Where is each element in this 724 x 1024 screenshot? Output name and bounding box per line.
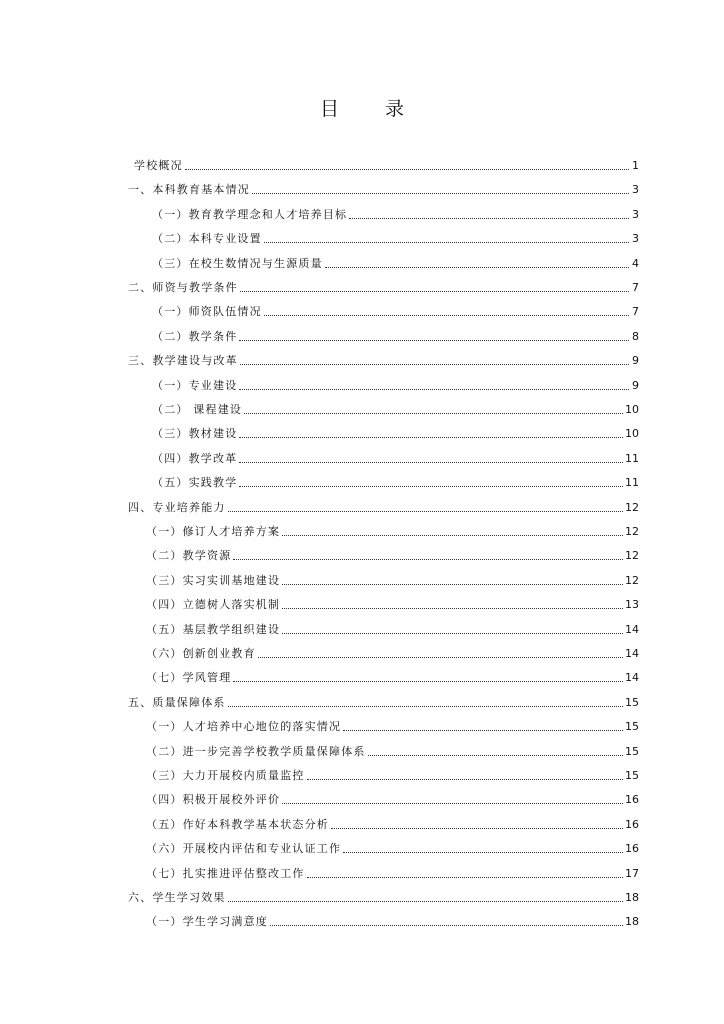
toc-dot-leader	[282, 584, 623, 585]
toc-entry-page-number: 16	[625, 793, 639, 807]
toc-entry-page-number: 15	[625, 769, 639, 782]
toc-entry	[152, 446, 639, 466]
toc-entry-page-number: 3	[632, 232, 639, 246]
toc-entry	[146, 543, 639, 563]
toc-entry-page-number: 4	[632, 256, 639, 270]
toc-dot-leader	[307, 877, 623, 878]
toc-entry	[152, 421, 639, 441]
toc-entry-page-number: 12	[625, 573, 639, 587]
toc-entry-label: （四）教学改革	[152, 451, 238, 465]
toc-dot-leader	[244, 413, 623, 414]
toc-entry	[146, 909, 639, 929]
toc-entry	[128, 348, 639, 368]
toc-dot-leader	[258, 657, 623, 658]
toc-dot-leader	[349, 218, 629, 219]
toc-dot-leader	[343, 730, 623, 731]
toc-entry-label: （一）师资队伍情况	[152, 305, 262, 319]
toc-entry-label: 学校概况	[134, 159, 183, 172]
toc-entry	[152, 397, 639, 417]
toc-entry-page-number: 14	[625, 647, 639, 660]
toc-entry-label: （四）积极开展校外评价	[146, 793, 281, 807]
toc-entry-page-number: 7	[632, 305, 639, 319]
toc-entry	[152, 324, 639, 344]
toc-entry	[146, 739, 639, 759]
toc-dot-leader	[185, 169, 629, 170]
toc-entry-label: （三）在校生数情况与生源质量	[152, 256, 323, 270]
toc-dot-leader	[233, 681, 623, 682]
toc-dot-leader	[228, 901, 623, 902]
toc-entry-page-number: 10	[625, 403, 639, 416]
toc-entry	[146, 617, 639, 637]
toc-dot-leader	[343, 852, 623, 853]
toc-entry	[146, 641, 639, 661]
toc-entry	[128, 495, 639, 515]
toc-entry-page-number: 8	[632, 329, 639, 343]
toc-entry	[128, 885, 639, 905]
toc-entry-page-number: 12	[625, 525, 639, 538]
toc-dot-leader	[239, 437, 623, 438]
toc-entry-label: （一）教育教学理念和人才培养目标	[152, 207, 348, 221]
page-title: 目 录	[319, 98, 425, 120]
toc-dot-leader	[282, 535, 623, 536]
toc-dot-leader	[325, 267, 629, 268]
toc-dot-leader	[240, 291, 629, 292]
toc-entry-label: （六）开展校内评估和专业认证工作	[146, 842, 342, 856]
toc-entry	[128, 690, 639, 710]
toc-entry	[146, 592, 639, 612]
toc-entry-page-number: 10	[625, 427, 639, 441]
toc-entry	[152, 470, 639, 490]
toc-entry-label: （二）进一步完善学校教学质量保障体系	[146, 744, 366, 758]
toc-entry-label: （二）教学条件	[152, 329, 238, 343]
toc-dot-leader	[331, 828, 623, 829]
toc-entry-label: 三、教学建设与改革	[128, 354, 238, 368]
toc-entry	[134, 153, 639, 173]
toc-entry-page-number: 15	[625, 695, 639, 709]
toc-entry-page-number: 15	[625, 720, 639, 734]
toc-entry-label: （七）学风管理	[146, 671, 232, 685]
toc-entry	[152, 373, 639, 393]
toc-entry-label: （六）创新创业教育	[146, 647, 256, 660]
toc-dot-leader	[252, 193, 629, 194]
toc-dot-leader	[264, 315, 629, 316]
toc-entry-label: （三）教材建设	[152, 427, 238, 441]
toc-entry	[152, 226, 639, 246]
toc-entry	[146, 763, 639, 783]
toc-entry-page-number: 9	[632, 354, 639, 368]
toc-entry	[146, 836, 639, 856]
toc-dot-leader	[270, 925, 623, 926]
toc-entry-page-number: 14	[625, 622, 639, 636]
toc-entry-label: （四）立德树人落实机制	[146, 598, 281, 612]
toc-dot-leader	[228, 511, 623, 512]
toc-dot-leader	[239, 486, 623, 487]
toc-dot-leader	[282, 608, 623, 609]
toc-entry-label: （一）人才培养中心地位的落实情况	[146, 720, 342, 734]
toc-entry	[146, 787, 639, 807]
toc-entry-page-number: 3	[632, 207, 639, 221]
toc-entry-label: （二）教学资源	[146, 549, 232, 563]
toc-entry-label: 五、质量保障体系	[128, 695, 226, 709]
toc-entry	[146, 861, 639, 881]
toc-dot-leader	[239, 462, 623, 463]
toc-entry-page-number: 7	[632, 281, 639, 294]
toc-entry-label: （三）实习实训基地建设	[146, 573, 281, 587]
toc-entry	[146, 714, 639, 734]
toc-entry-page-number: 18	[625, 915, 639, 929]
toc-entry-label: （五）作好本科教学基本状态分析	[146, 817, 329, 831]
toc-dot-leader	[307, 779, 623, 780]
toc-entry-label: （二） 课程建设	[152, 403, 243, 416]
toc-dot-leader	[240, 364, 629, 365]
toc-entry-label: （一）修订人才培养方案	[146, 525, 281, 538]
toc-entry-label: （二）本科专业设置	[152, 232, 262, 246]
toc-entry-page-number: 12	[625, 500, 639, 514]
toc-entry-label: （三）大力开展校内质量监控	[146, 769, 305, 782]
toc-entry-page-number: 9	[632, 378, 639, 392]
toc-entry-label: 一、本科教育基本情况	[128, 183, 250, 197]
toc-entry-page-number: 16	[625, 817, 639, 831]
toc-entry-page-number: 12	[625, 549, 639, 563]
toc-dot-leader	[264, 242, 629, 243]
toc-entry-page-number: 3	[632, 183, 639, 197]
toc-dot-leader	[228, 706, 623, 707]
toc-entry-page-number: 13	[625, 598, 639, 612]
toc-entry-label: （一）专业建设	[152, 378, 238, 392]
toc-entry	[152, 251, 639, 271]
toc-entry-label: 二、师资与教学条件	[128, 281, 238, 294]
toc-entry	[128, 177, 639, 197]
toc-entry	[152, 202, 639, 222]
toc-dot-leader	[282, 803, 623, 804]
toc-entry	[152, 299, 639, 319]
toc-entry	[146, 812, 639, 832]
toc-entry-page-number: 1	[632, 159, 639, 172]
toc-entry-page-number: 11	[625, 476, 639, 490]
toc-entry-page-number: 18	[625, 891, 639, 904]
toc-entry-page-number: 17	[625, 866, 639, 880]
toc-dot-leader	[282, 633, 623, 634]
toc-entry	[146, 519, 639, 539]
toc-dot-leader	[233, 559, 623, 560]
toc-entry	[146, 568, 639, 588]
toc-dot-leader	[239, 389, 629, 390]
toc-entry-label: （五）实践教学	[152, 476, 238, 490]
toc-entry-label: 四、专业培养能力	[128, 500, 226, 514]
toc-dot-leader	[368, 755, 623, 756]
toc-entry-label: （一）学生学习满意度	[146, 915, 268, 929]
toc-dot-leader	[239, 340, 629, 341]
toc-entry-label: （五）基层教学组织建设	[146, 622, 281, 636]
toc-entry	[128, 275, 639, 295]
toc-entry	[146, 665, 639, 685]
toc-entry-page-number: 14	[625, 671, 639, 685]
toc-entry-page-number: 15	[625, 744, 639, 758]
toc-entry-page-number: 16	[625, 842, 639, 856]
toc-entry-label: （七）扎实推进评估整改工作	[146, 866, 305, 880]
toc-entry-label: 六、学生学习效果	[128, 891, 226, 904]
toc-entry-page-number: 11	[625, 451, 639, 465]
